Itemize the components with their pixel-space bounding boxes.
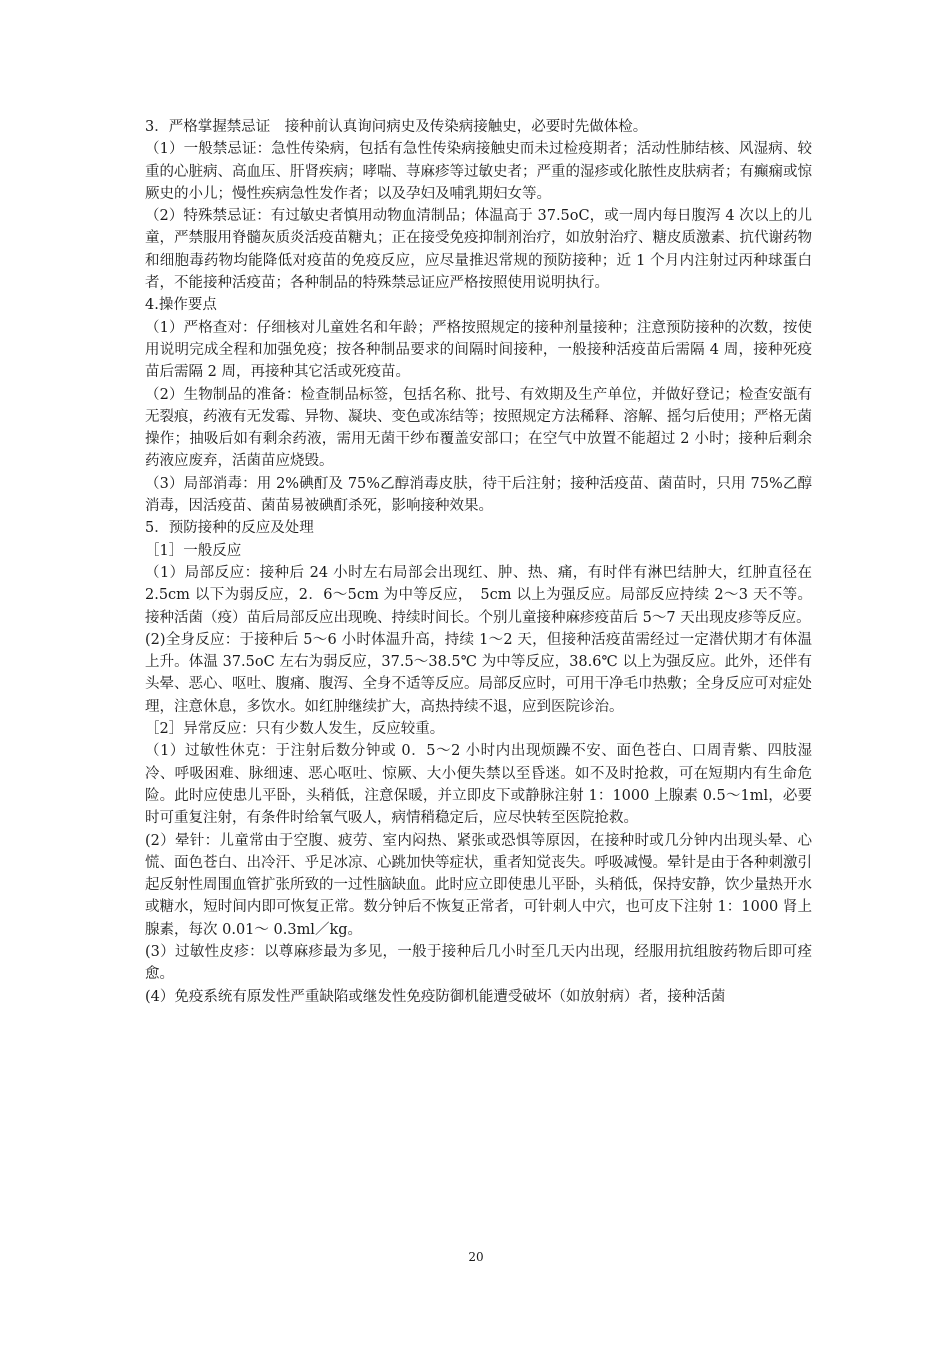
paragraph-allergic-rash: (3）过敏性皮疹：以尊麻疹最为多见，一般于接种后几小时至几天内出现，经服用抗组胺药物后即可痊愈。 bbox=[145, 943, 812, 983]
paragraph-systemic-reaction: (2)全身反应：于接种后 5～6 小时体温升高，持续 1～2 天，但接种活疫苗需经过一定潜伏期才有体温上升。体温 37.5oC 左右为弱反应，37.5～38.5℃ 为中等反应，38.6℃ 以上为强反应。此外，还伴有头晕、恶心、呕吐、腹痛、腹泻、全身不适等反应。局部反应时，可用干净毛巾热敷；全身反应可对症处理，注意休息，多饮水。如红肿继续扩大，高热持续不退，应到医院诊治。 bbox=[145, 631, 812, 715]
section-heading-contraindications: 3．严格掌握禁忌证 接种前认真询问病史及传染病接触史，必要时先做体检。 bbox=[145, 119, 648, 135]
section-heading-operation: 4.操作要点 bbox=[145, 297, 217, 314]
paragraph-needle-fainting: (2）晕针：儿童常由于空腹、疲劳、室内闷热、紧张或恐惧等原因，在接种时或几分钟内出现头晕、心慌、面色苍白、出冷汗、乎足冰凉、心跳加快等症状，重者知觉丧失。呼吸减慢。晕针是由于各种刺激引起反射性周围血管扩张所致的一过性脑缺血。此时应立即使患儿平卧，头稍低，保持安静，饮少量热开水或糖水，短时间内即可恢复正常。数分钟后不恢复正常者，可针刺人中穴，也可皮下注射 1：1000 肾上腺素，每次 0.01～ 0.3ml／kg。 bbox=[145, 832, 812, 938]
paragraph-local-reaction: （1）局部反应：接种后 24 小时左右局部会出现红、肿、热、痛，有时伴有淋巴结肿大，红肿直径在 2.5cm 以下为弱反应，2．6～5cm 为中等反应， 5cm 以上为强反应。局部反应持续 2～3 天不等。接种活菌（疫）苗后局部反应出现晚、持续时间长。个别儿童接种麻疹疫苗后 5～7 天出现皮疹等反应。 bbox=[145, 564, 812, 626]
paragraph-immune-deficiency: (4）免疫系统有原发性严重缺陷或继发性免疫防御机能遭受破坏（如放射病）者，接种活菌 bbox=[145, 988, 726, 1005]
paragraph-special-contraindications: （2）特殊禁忌证：有过敏史者慎用动物血清制品；体温高于 37.5oC，或一周内每日腹泻 4 次以上的儿童，严禁服用脊髓灰质炎活疫苗糖丸；正在接受免疫抑制剂治疗，如放射治疗、糖皮质激素、抗代谢药物和细胞毒药物均能降低对疫苗的免疫反应，应尽量推迟常规的预防接种；近 1 个月内注射过丙种球蛋白者，不能接种活疫苗；各种制品的特殊禁忌证应严格按照使用说明执行。 bbox=[145, 208, 812, 292]
page-number: 20 bbox=[468, 1250, 484, 1264]
subheading-abnormal-reaction: ［2］异常反应：只有少数人发生，反应较重。 bbox=[145, 721, 445, 738]
paragraph-strict-check: （1）严格查对：仔细核对儿童姓名和年龄；严格按照规定的接种剂量接种；注意预防接种的次数，按使用说明完成全程和加强免疫；按各种制品要求的间隔时间接种，一般接种活疫苗后需隔 4 周，接种死疫苗后需隔 2 周，再接种其它活或死疫苗。 bbox=[145, 319, 812, 381]
body-text bbox=[145, 116, 812, 1008]
paragraph-biological-preparation: （2）生物制品的准备：检查制品标签，包括名称、批号、有效期及生产单位，并做好登记；检查安瓿有无裂痕，药液有无发霉、异物、凝块、变色或冻结等；按照规定方法稀释、溶解、摇匀后使用；严格无菌操作；抽吸后如有剩余药液，需用无菌干纱布覆盖安部口；在空气中放置不能超过 2 小时；接种后剩余药液应废弃，活菌苗应烧毁。 bbox=[145, 386, 812, 470]
section-heading-reactions: 5．预防接种的反应及处理 bbox=[145, 520, 314, 537]
paragraph-general-contraindications: （1）一般禁忌证：急性传染病，包括有急性传染病接触史而未过检疫期者；活动性肺结核、风湿病、较重的心脏病、高血压、肝肾疾病；哮喘、荨麻疹等过敏史者；严重的湿疹或化脓性皮肤病者；有癫痫或惊厥史的小儿；慢性疾病急性发作者；以及孕妇及哺乳期妇女等。 bbox=[145, 141, 812, 202]
subheading-general-reaction: ［1］一般反应 bbox=[145, 542, 242, 559]
paragraph-local-disinfection: （3）局部消毒：用 2%碘酊及 75%乙醇消毒皮肤，待干后注射；接种活疫苗、菌苗时，只用 75%乙醇消毒，因活疫苗、菌苗易被碘酊杀死，影响接种效果。 bbox=[145, 475, 812, 515]
paragraph-anaphylactic-shock: （1）过敏性休克：于注射后数分钟或 0．5～2 小时内出现烦躁不安、面色苍白、口周青紫、四肢湿冷、呼吸困难、脉细速、恶心呕吐、惊厥、大小便失禁以至昏迷。如不及时抢救，可在短期内有生命危险。此时应使患儿平卧，头稍低，注意保暖，并立即皮下或静脉注射 1：1000 上腺素 0.5～1ml，必要时可重复注射，有条件时给氧气吸人，病情稍稳定后，应尽快转至医院抢救。 bbox=[145, 743, 812, 827]
